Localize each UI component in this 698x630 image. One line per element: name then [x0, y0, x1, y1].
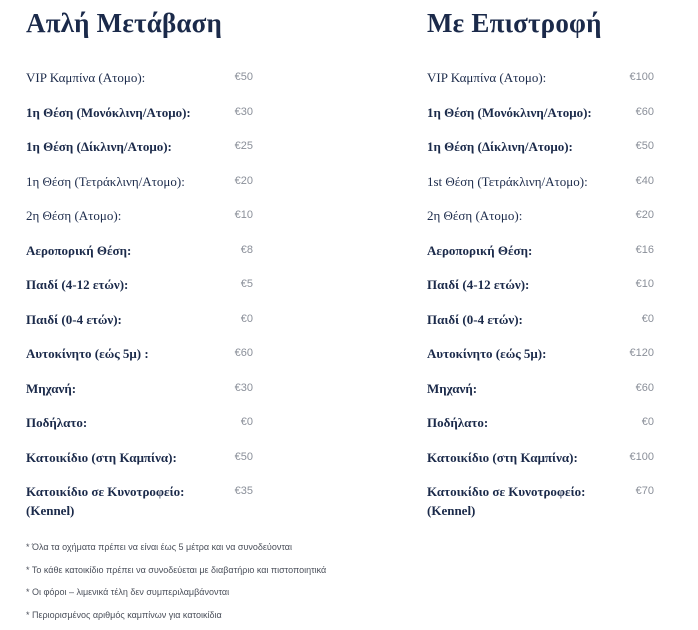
fare-label: Παιδί (0-4 ετών): [427, 311, 523, 327]
fare-label: 1η Θέση (Δίκλινη/Ατομο): [427, 139, 573, 154]
fare-label: 1η Θέση (Μονόκλινη/Ατομο): [26, 104, 191, 120]
price-row [427, 239, 667, 274]
round-trip-title: Με Επιστροφή [427, 8, 602, 38]
price-row [26, 308, 266, 343]
price-row [26, 411, 266, 446]
fare-label: Κατοικίδιο (στη Καμπίνα): [26, 449, 177, 465]
price-row [427, 66, 667, 101]
price-row [26, 101, 266, 136]
price-row [26, 66, 266, 101]
footnote: * Το κάθε κατοικίδιο πρέπει να συνοδεύεται με διαβατήριο και πιστοποιητικά [26, 564, 327, 575]
fare-price: €0 [641, 312, 654, 325]
fare-label: Ποδήλατο: [26, 415, 88, 430]
price-row [26, 480, 266, 518]
fare-price: €50 [635, 140, 654, 152]
fare-price: €100 [629, 71, 654, 83]
fare-price: €0 [240, 416, 253, 428]
fare-label: Ποδήλατο: [427, 415, 489, 430]
fare-label: VIP Καμπίνα (Ατομο): [427, 70, 547, 85]
fare-label: Μηχανή: [26, 380, 77, 396]
one-way-title: Απλή Μετάβαση [26, 8, 223, 38]
fare-price: €20 [234, 174, 253, 187]
fare-label: 1η Θέση (Τετράκλινη/Ατομο): [26, 173, 185, 189]
fare-label: Μηχανή: [427, 380, 478, 396]
price-row [26, 342, 266, 377]
fare-label: 1η Θέση (Μονόκλινη/Ατομο): [427, 104, 592, 120]
price-row [427, 342, 667, 377]
price-row [427, 480, 667, 518]
fare-price: €16 [635, 243, 654, 256]
fare-label: Κατοικίδιο σε Κυνοτροφείο: (Kennel) [26, 484, 185, 518]
price-row [26, 170, 266, 205]
price-row [427, 273, 667, 308]
one-way-price-list [26, 66, 266, 518]
fare-price: €120 [629, 347, 654, 359]
fare-label: 1η Θέση (Δίκλινη/Ατομο): [26, 139, 172, 154]
fare-price: €70 [635, 485, 654, 497]
fare-label: Παιδί (0-4 ετών): [26, 311, 122, 327]
fare-price: €60 [635, 105, 654, 118]
fare-label: Παιδί (4-12 ετών): [26, 277, 129, 292]
fare-label: VIP Καμπίνα (Ατομο): [26, 70, 146, 85]
fare-label: Αυτοκίνητο (εώς 5μ): [427, 346, 547, 361]
footnotes [26, 540, 326, 630]
price-row [427, 204, 667, 239]
footnote: * Οι φόροι – λιμενικά τέλη δεν συμπεριλαμβάνονται [26, 587, 230, 597]
price-row [26, 446, 266, 481]
price-row [26, 204, 266, 239]
price-row [26, 377, 266, 412]
price-row [427, 446, 667, 481]
fare-price: €10 [234, 209, 253, 221]
fare-label: Αυτοκίνητο (εώς 5μ) : [26, 346, 149, 361]
fare-price: €50 [234, 450, 253, 463]
fare-label: Αεροπορική Θέση: [26, 242, 132, 258]
footnote: * Όλα τα οχήματα πρέπει να είναι έως 5 μέτρα και να συνοδεύονται [26, 542, 292, 552]
fare-price: €30 [234, 381, 253, 394]
price-row [26, 135, 266, 170]
fare-price: €5 [240, 278, 253, 290]
fare-label: Αεροπορική Θέση: [427, 242, 533, 258]
fare-price: €8 [240, 243, 253, 256]
price-row [427, 411, 667, 446]
fare-price: €35 [234, 485, 253, 497]
fare-price: €20 [635, 209, 654, 221]
fare-label: 2η Θέση (Ατομο): [26, 208, 122, 223]
fare-price: €25 [234, 140, 253, 152]
price-row [26, 239, 266, 274]
price-row [427, 377, 667, 412]
fare-label: Κατοικίδιο σε Κυνοτροφείο: (Kennel) [427, 484, 586, 518]
price-row [427, 308, 667, 343]
price-row [26, 273, 266, 308]
price-row [427, 101, 667, 136]
fare-price: €60 [635, 381, 654, 394]
fare-price: €100 [629, 450, 654, 463]
fare-price: €50 [234, 71, 253, 83]
fare-price: €30 [234, 105, 253, 118]
fare-price: €60 [234, 347, 253, 359]
price-row [427, 135, 667, 170]
round-trip-price-list [427, 66, 667, 518]
fare-price: €10 [635, 278, 654, 290]
fare-label: Παιδί (4-12 ετών): [427, 277, 530, 292]
fare-price: €0 [240, 312, 253, 325]
fare-price: €40 [635, 174, 654, 187]
fare-label: 1st Θέση (Τετράκλινη/Ατομο): [427, 173, 588, 189]
fare-price: €0 [641, 416, 654, 428]
fare-label: 2η Θέση (Ατομο): [427, 208, 523, 223]
fare-label: Κατοικίδιο (στη Καμπίνα): [427, 449, 578, 465]
footnote: * Περιορισμένος αριθμός καμπίνων για κατοικίδια [26, 609, 222, 620]
price-row [427, 170, 667, 205]
